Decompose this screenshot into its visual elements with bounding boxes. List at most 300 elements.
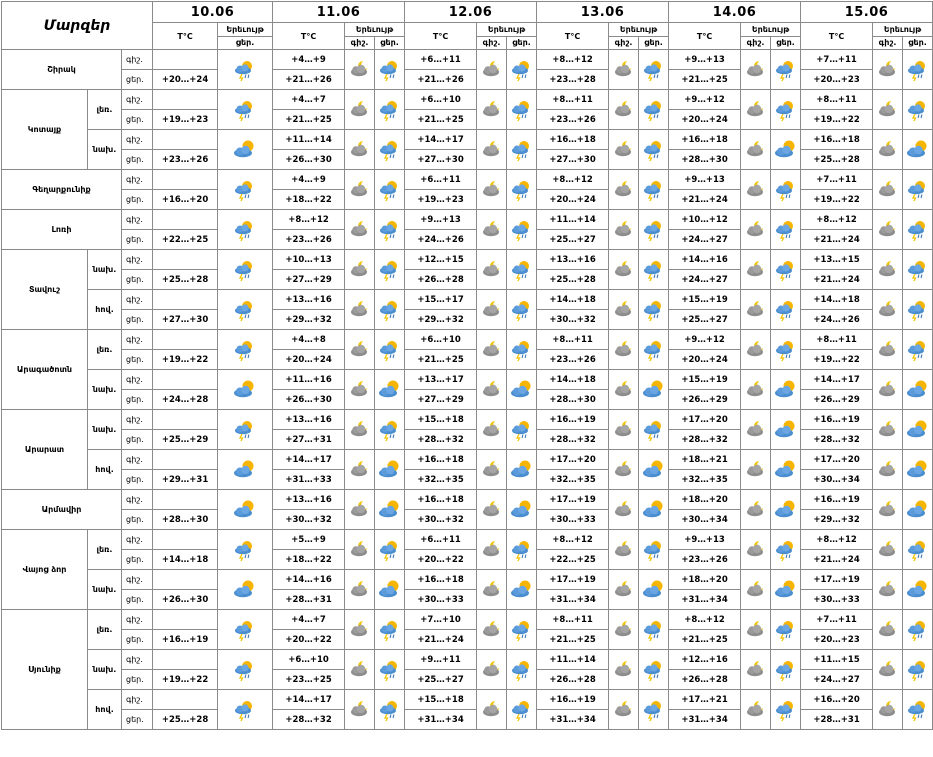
phenomena-icon-cell: [507, 650, 537, 690]
cloud-night-icon: [348, 179, 372, 201]
phenomena-icon-cell: [741, 690, 771, 730]
sun-thunderstorm-icon: [233, 339, 257, 361]
cloud-night-icon: [876, 379, 900, 401]
time-of-day-label: գիշ.: [122, 90, 153, 110]
temperature-value: +27…+30: [537, 150, 609, 170]
time-of-day-label: ցեր.: [122, 350, 153, 370]
phenomena-column-header: Երեւույթ: [609, 23, 669, 37]
temperature-value: +11…+14: [273, 130, 345, 150]
table-row: [2, 250, 933, 270]
temperature-value: +28…+32: [669, 430, 741, 450]
sun-thunderstorm-icon: [642, 539, 666, 561]
temperature-value: +25…+28: [537, 270, 609, 290]
phenomena-column-header: Երեւույթ: [345, 23, 405, 37]
phenomena-icon-cell: [345, 170, 375, 210]
sun-cloud-icon: [233, 459, 257, 481]
phenomena-icon-cell: [345, 370, 375, 410]
cloud-night-icon: [348, 419, 372, 441]
time-of-day-label: գիշ.: [122, 570, 153, 590]
sun-thunderstorm-icon: [642, 219, 666, 241]
phenomena-day-label: ցեր.: [903, 36, 933, 50]
temperature-value: +23…+26: [537, 110, 609, 130]
sun-thunderstorm-icon: [233, 299, 257, 321]
phenomena-icon-cell: [741, 650, 771, 690]
sun-cloud-icon: [774, 139, 798, 161]
cloud-night-icon: [876, 539, 900, 561]
phenomena-icon-cell: [218, 210, 273, 250]
cloud-night-icon: [744, 219, 768, 241]
phenomena-day-label: ցեր.: [639, 36, 669, 50]
time-of-day-label: ցեր.: [122, 510, 153, 530]
sun-thunderstorm-icon: [378, 659, 402, 681]
temperature-value: +32…+35: [537, 470, 609, 490]
sun-thunderstorm-icon: [510, 699, 534, 721]
phenomena-icon-cell: [375, 90, 405, 130]
phenomena-icon-cell: [218, 90, 273, 130]
temperature-value: +25…+28: [153, 270, 218, 290]
cloud-night-icon: [348, 659, 372, 681]
time-of-day-label: գիշ.: [122, 650, 153, 670]
phenomena-icon-cell: [903, 450, 933, 490]
cloud-night-icon: [744, 299, 768, 321]
sun-thunderstorm-icon: [510, 539, 534, 561]
temperature-value: +31…+33: [273, 470, 345, 490]
phenomena-icon-cell: [639, 610, 669, 650]
temperature-value: +19…+23: [405, 190, 477, 210]
phenomena-icon-cell: [218, 450, 273, 490]
phenomena-icon-cell: [218, 290, 273, 330]
phenomena-icon-cell: [873, 50, 903, 90]
sun-cloud-icon: [378, 579, 402, 601]
cloud-night-icon: [744, 379, 768, 401]
sun-thunderstorm-icon: [378, 419, 402, 441]
phenomena-icon-cell: [507, 530, 537, 570]
phenomena-icon-cell: [218, 330, 273, 370]
sun-cloud-icon: [774, 579, 798, 601]
cloud-night-icon: [348, 579, 372, 601]
phenomena-icon-cell: [345, 530, 375, 570]
temperature-value: +10…+13: [273, 250, 345, 270]
temperature-value: +8…+12: [273, 210, 345, 230]
date-header: 13.06: [537, 2, 669, 23]
temperature-value: +13…+16: [537, 250, 609, 270]
phenomena-icon-cell: [609, 290, 639, 330]
cloud-night-icon: [876, 619, 900, 641]
phenomena-icon-cell: [375, 210, 405, 250]
temperature-value: +14…+17: [273, 450, 345, 470]
temperature-value: +27…+30: [405, 150, 477, 170]
temperature-value: +19…+23: [153, 110, 218, 130]
sun-cloud-icon: [774, 419, 798, 441]
phenomena-icon-cell: [873, 410, 903, 450]
sun-thunderstorm-icon: [906, 99, 930, 121]
phenomena-icon-cell: [218, 490, 273, 530]
phenomena-icon-cell: [903, 370, 933, 410]
phenomena-icon-cell: [609, 90, 639, 130]
sun-cloud-icon: [906, 459, 930, 481]
sun-thunderstorm-icon: [510, 59, 534, 81]
phenomena-icon-cell: [741, 250, 771, 290]
table-row: [2, 490, 933, 510]
phenomena-icon-cell: [771, 130, 801, 170]
phenomena-icon-cell: [477, 530, 507, 570]
phenomena-column-header: Երեւույթ: [218, 23, 273, 37]
temperature-value: +30…+33: [801, 590, 873, 610]
time-of-day-label: ցեր.: [122, 630, 153, 650]
temperature-value: +8…+11: [537, 610, 609, 630]
temperature-value: [153, 130, 218, 150]
phenomena-icon-cell: [903, 130, 933, 170]
sun-thunderstorm-icon: [642, 99, 666, 121]
cloud-night-icon: [744, 179, 768, 201]
cloud-night-icon: [348, 339, 372, 361]
phenomena-icon-cell: [477, 170, 507, 210]
phenomena-night-label: գիշ.: [477, 36, 507, 50]
sun-thunderstorm-icon: [378, 99, 402, 121]
phenomena-icon-cell: [741, 610, 771, 650]
temperature-value: +8…+11: [537, 90, 609, 110]
temperature-value: +21…+25: [537, 630, 609, 650]
phenomena-icon-cell: [609, 130, 639, 170]
temperature-value: +28…+32: [405, 430, 477, 450]
temperature-value: [153, 410, 218, 430]
phenomena-icon-cell: [639, 210, 669, 250]
date-header: 10.06: [153, 2, 273, 23]
temperature-value: +30…+32: [405, 510, 477, 530]
time-of-day-label: գիշ.: [122, 250, 153, 270]
temp-column-header: T°C: [153, 23, 218, 50]
phenomena-icon-cell: [639, 490, 669, 530]
temperature-value: +16…+18: [405, 490, 477, 510]
sun-thunderstorm-icon: [510, 619, 534, 641]
cloud-night-icon: [348, 379, 372, 401]
phenomena-icon-cell: [609, 690, 639, 730]
table-row: [2, 370, 933, 390]
temperature-value: +20…+23: [801, 630, 873, 650]
phenomena-icon-cell: [609, 490, 639, 530]
phenomena-icon-cell: [345, 570, 375, 610]
cloud-night-icon: [876, 299, 900, 321]
temperature-value: +15…+19: [669, 370, 741, 390]
cloud-night-icon: [612, 499, 636, 521]
phenomena-icon-cell: [345, 210, 375, 250]
cloud-night-icon: [744, 59, 768, 81]
temperature-value: +28…+31: [273, 590, 345, 610]
region-name: Արարատ: [2, 410, 88, 490]
forecast-table-container: [1, 1, 927, 755]
phenomena-icon-cell: [507, 450, 537, 490]
phenomena-icon-cell: [375, 250, 405, 290]
sun-thunderstorm-icon: [378, 219, 402, 241]
phenomena-icon-cell: [639, 130, 669, 170]
phenomena-icon-cell: [903, 650, 933, 690]
temperature-value: +16…+19: [801, 490, 873, 510]
time-of-day-label: գիշ.: [122, 210, 153, 230]
temperature-value: +14…+16: [669, 250, 741, 270]
subregion-label: նախ.: [88, 250, 122, 290]
cloud-night-icon: [480, 579, 504, 601]
temp-column-header: T°C: [801, 23, 873, 50]
temperature-value: +20…+24: [273, 350, 345, 370]
cloud-night-icon: [744, 579, 768, 601]
phenomena-icon-cell: [771, 530, 801, 570]
phenomena-icon-cell: [345, 290, 375, 330]
phenomena-icon-cell: [218, 650, 273, 690]
cloud-night-icon: [348, 459, 372, 481]
phenomena-icon-cell: [345, 610, 375, 650]
table-row: [2, 330, 933, 350]
cloud-night-icon: [612, 339, 636, 361]
temperature-value: +26…+28: [405, 270, 477, 290]
phenomena-icon-cell: [903, 410, 933, 450]
sun-cloud-icon: [510, 579, 534, 601]
phenomena-day-label: ցեր.: [507, 36, 537, 50]
phenomena-icon-cell: [609, 210, 639, 250]
temperature-value: +30…+32: [273, 510, 345, 530]
subregion-label: հով.: [88, 450, 122, 490]
sun-cloud-icon: [233, 379, 257, 401]
sun-thunderstorm-icon: [906, 619, 930, 641]
phenomena-day-label: ցեր.: [218, 36, 273, 50]
subregion-label: լեռ.: [88, 610, 122, 650]
temperature-value: +8…+12: [801, 530, 873, 550]
cloud-night-icon: [480, 259, 504, 281]
phenomena-icon-cell: [218, 250, 273, 290]
sun-cloud-icon: [906, 139, 930, 161]
cloud-night-icon: [480, 419, 504, 441]
cloud-night-icon: [612, 459, 636, 481]
phenomena-icon-cell: [507, 490, 537, 530]
region-name: Գեղարքունիք: [2, 170, 122, 210]
temperature-value: [153, 650, 218, 670]
temperature-value: +13…+16: [273, 290, 345, 310]
phenomena-icon-cell: [639, 650, 669, 690]
phenomena-icon-cell: [873, 650, 903, 690]
cloud-night-icon: [876, 699, 900, 721]
phenomena-icon-cell: [345, 90, 375, 130]
phenomena-icon-cell: [741, 410, 771, 450]
phenomena-column-header: Երեւույթ: [741, 23, 801, 37]
temperature-value: +14…+18: [537, 290, 609, 310]
temperature-value: +13…+17: [405, 370, 477, 390]
temperature-value: +20…+24: [153, 70, 218, 90]
sun-thunderstorm-icon: [642, 659, 666, 681]
sun-cloud-icon: [510, 499, 534, 521]
temperature-value: +14…+17: [801, 370, 873, 390]
sun-thunderstorm-icon: [510, 659, 534, 681]
date-header: 11.06: [273, 2, 405, 23]
temperature-value: +21…+25: [273, 110, 345, 130]
cloud-night-icon: [876, 99, 900, 121]
cloud-night-icon: [612, 699, 636, 721]
temperature-value: +14…+17: [405, 130, 477, 150]
sun-cloud-icon: [233, 499, 257, 521]
cloud-night-icon: [348, 539, 372, 561]
phenomena-icon-cell: [345, 690, 375, 730]
cloud-night-icon: [348, 699, 372, 721]
temperature-value: +16…+19: [801, 410, 873, 430]
cloud-night-icon: [744, 339, 768, 361]
sun-thunderstorm-icon: [233, 219, 257, 241]
sun-thunderstorm-icon: [510, 339, 534, 361]
temperature-value: +28…+30: [537, 390, 609, 410]
temperature-value: +16…+20: [153, 190, 218, 210]
phenomena-icon-cell: [345, 50, 375, 90]
phenomena-icon-cell: [609, 250, 639, 290]
phenomena-icon-cell: [477, 490, 507, 530]
phenomena-icon-cell: [771, 490, 801, 530]
region-name: Սյունիք: [2, 610, 88, 730]
time-of-day-label: գիշ.: [122, 290, 153, 310]
temperature-value: +16…+19: [153, 630, 218, 650]
time-of-day-label: ցեր.: [122, 310, 153, 330]
temperature-value: +21…+25: [405, 350, 477, 370]
temperature-value: +31…+34: [537, 710, 609, 730]
phenomena-icon-cell: [218, 570, 273, 610]
temperature-value: +8…+12: [537, 50, 609, 70]
phenomena-icon-cell: [873, 330, 903, 370]
phenomena-icon-cell: [741, 290, 771, 330]
phenomena-icon-cell: [507, 50, 537, 90]
phenomena-icon-cell: [903, 490, 933, 530]
temperature-value: [153, 570, 218, 590]
sun-cloud-icon: [906, 379, 930, 401]
temperature-value: +21…+25: [669, 70, 741, 90]
temperature-value: +8…+11: [537, 330, 609, 350]
sun-thunderstorm-icon: [774, 699, 798, 721]
sun-thunderstorm-icon: [642, 619, 666, 641]
cloud-night-icon: [876, 59, 900, 81]
sun-cloud-icon: [774, 459, 798, 481]
phenomena-icon-cell: [218, 410, 273, 450]
temperature-value: +28…+32: [273, 710, 345, 730]
sun-thunderstorm-icon: [378, 699, 402, 721]
phenomena-icon-cell: [477, 130, 507, 170]
phenomena-icon-cell: [639, 250, 669, 290]
cloud-night-icon: [348, 259, 372, 281]
phenomena-icon-cell: [477, 370, 507, 410]
temperature-value: +4…+9: [273, 170, 345, 190]
temperature-value: +30…+33: [405, 590, 477, 610]
sun-thunderstorm-icon: [906, 659, 930, 681]
subregion-label: նախ.: [88, 410, 122, 450]
cloud-night-icon: [612, 59, 636, 81]
phenomena-icon-cell: [903, 570, 933, 610]
table-row: [2, 130, 933, 150]
sun-cloud-icon: [774, 379, 798, 401]
phenomena-icon-cell: [873, 530, 903, 570]
phenomena-icon-cell: [609, 610, 639, 650]
temperature-value: +30…+32: [537, 310, 609, 330]
temperature-value: +4…+9: [273, 50, 345, 70]
cloud-night-icon: [612, 179, 636, 201]
temperature-value: +24…+28: [153, 390, 218, 410]
sun-thunderstorm-icon: [774, 299, 798, 321]
temperature-value: +26…+29: [669, 390, 741, 410]
phenomena-icon-cell: [477, 330, 507, 370]
sun-thunderstorm-icon: [642, 419, 666, 441]
phenomena-icon-cell: [507, 570, 537, 610]
time-of-day-label: գիշ.: [122, 130, 153, 150]
phenomena-icon-cell: [639, 450, 669, 490]
temperature-value: +17…+19: [537, 570, 609, 590]
phenomena-icon-cell: [507, 690, 537, 730]
sun-thunderstorm-icon: [906, 699, 930, 721]
phenomena-icon-cell: [218, 610, 273, 650]
phenomena-icon-cell: [477, 650, 507, 690]
cloud-night-icon: [612, 259, 636, 281]
temperature-value: +31…+34: [669, 590, 741, 610]
sun-thunderstorm-icon: [774, 179, 798, 201]
phenomena-icon-cell: [903, 330, 933, 370]
phenomena-icon-cell: [873, 450, 903, 490]
phenomena-icon-cell: [771, 210, 801, 250]
temperature-value: +18…+20: [669, 490, 741, 510]
temperature-value: +18…+22: [273, 550, 345, 570]
phenomena-icon-cell: [771, 290, 801, 330]
temperature-value: +32…+35: [405, 470, 477, 490]
phenomena-icon-cell: [873, 570, 903, 610]
phenomena-icon-cell: [771, 50, 801, 90]
time-of-day-label: ցեր.: [122, 230, 153, 250]
temperature-value: +24…+27: [669, 270, 741, 290]
temperature-value: +4…+7: [273, 610, 345, 630]
temperature-value: +13…+16: [273, 490, 345, 510]
temperature-value: +17…+20: [801, 450, 873, 470]
subregion-label: նախ.: [88, 570, 122, 610]
sun-thunderstorm-icon: [642, 699, 666, 721]
temperature-value: +17…+21: [669, 690, 741, 710]
temperature-value: [153, 330, 218, 350]
cloud-night-icon: [480, 539, 504, 561]
temperature-value: +26…+30: [273, 150, 345, 170]
phenomena-icon-cell: [345, 250, 375, 290]
time-of-day-label: գիշ.: [122, 610, 153, 630]
cloud-night-icon: [612, 219, 636, 241]
time-of-day-label: ցեր.: [122, 110, 153, 130]
phenomena-icon-cell: [873, 250, 903, 290]
temperature-value: [153, 530, 218, 550]
sun-cloud-icon: [906, 419, 930, 441]
temperature-value: +27…+29: [273, 270, 345, 290]
temperature-value: [153, 210, 218, 230]
temperature-value: [153, 90, 218, 110]
cloud-night-icon: [480, 699, 504, 721]
temperature-value: [153, 370, 218, 390]
temperature-value: [153, 170, 218, 190]
time-of-day-label: ցեր.: [122, 670, 153, 690]
phenomena-icon-cell: [609, 50, 639, 90]
temperature-value: [153, 450, 218, 470]
sun-thunderstorm-icon: [642, 139, 666, 161]
temp-column-header: T°C: [405, 23, 477, 50]
temperature-value: +19…+22: [153, 670, 218, 690]
cloud-night-icon: [480, 659, 504, 681]
temperature-value: +25…+27: [669, 310, 741, 330]
phenomena-icon-cell: [639, 570, 669, 610]
sun-thunderstorm-icon: [642, 339, 666, 361]
temperature-value: +16…+18: [405, 570, 477, 590]
temperature-value: +29…+32: [273, 310, 345, 330]
cloud-night-icon: [744, 699, 768, 721]
phenomena-icon-cell: [771, 410, 801, 450]
sun-thunderstorm-icon: [774, 339, 798, 361]
phenomena-icon-cell: [771, 370, 801, 410]
temperature-value: [153, 490, 218, 510]
phenomena-column-header: Երեւույթ: [477, 23, 537, 37]
temperature-value: +26…+28: [669, 670, 741, 690]
temperature-value: [153, 250, 218, 270]
